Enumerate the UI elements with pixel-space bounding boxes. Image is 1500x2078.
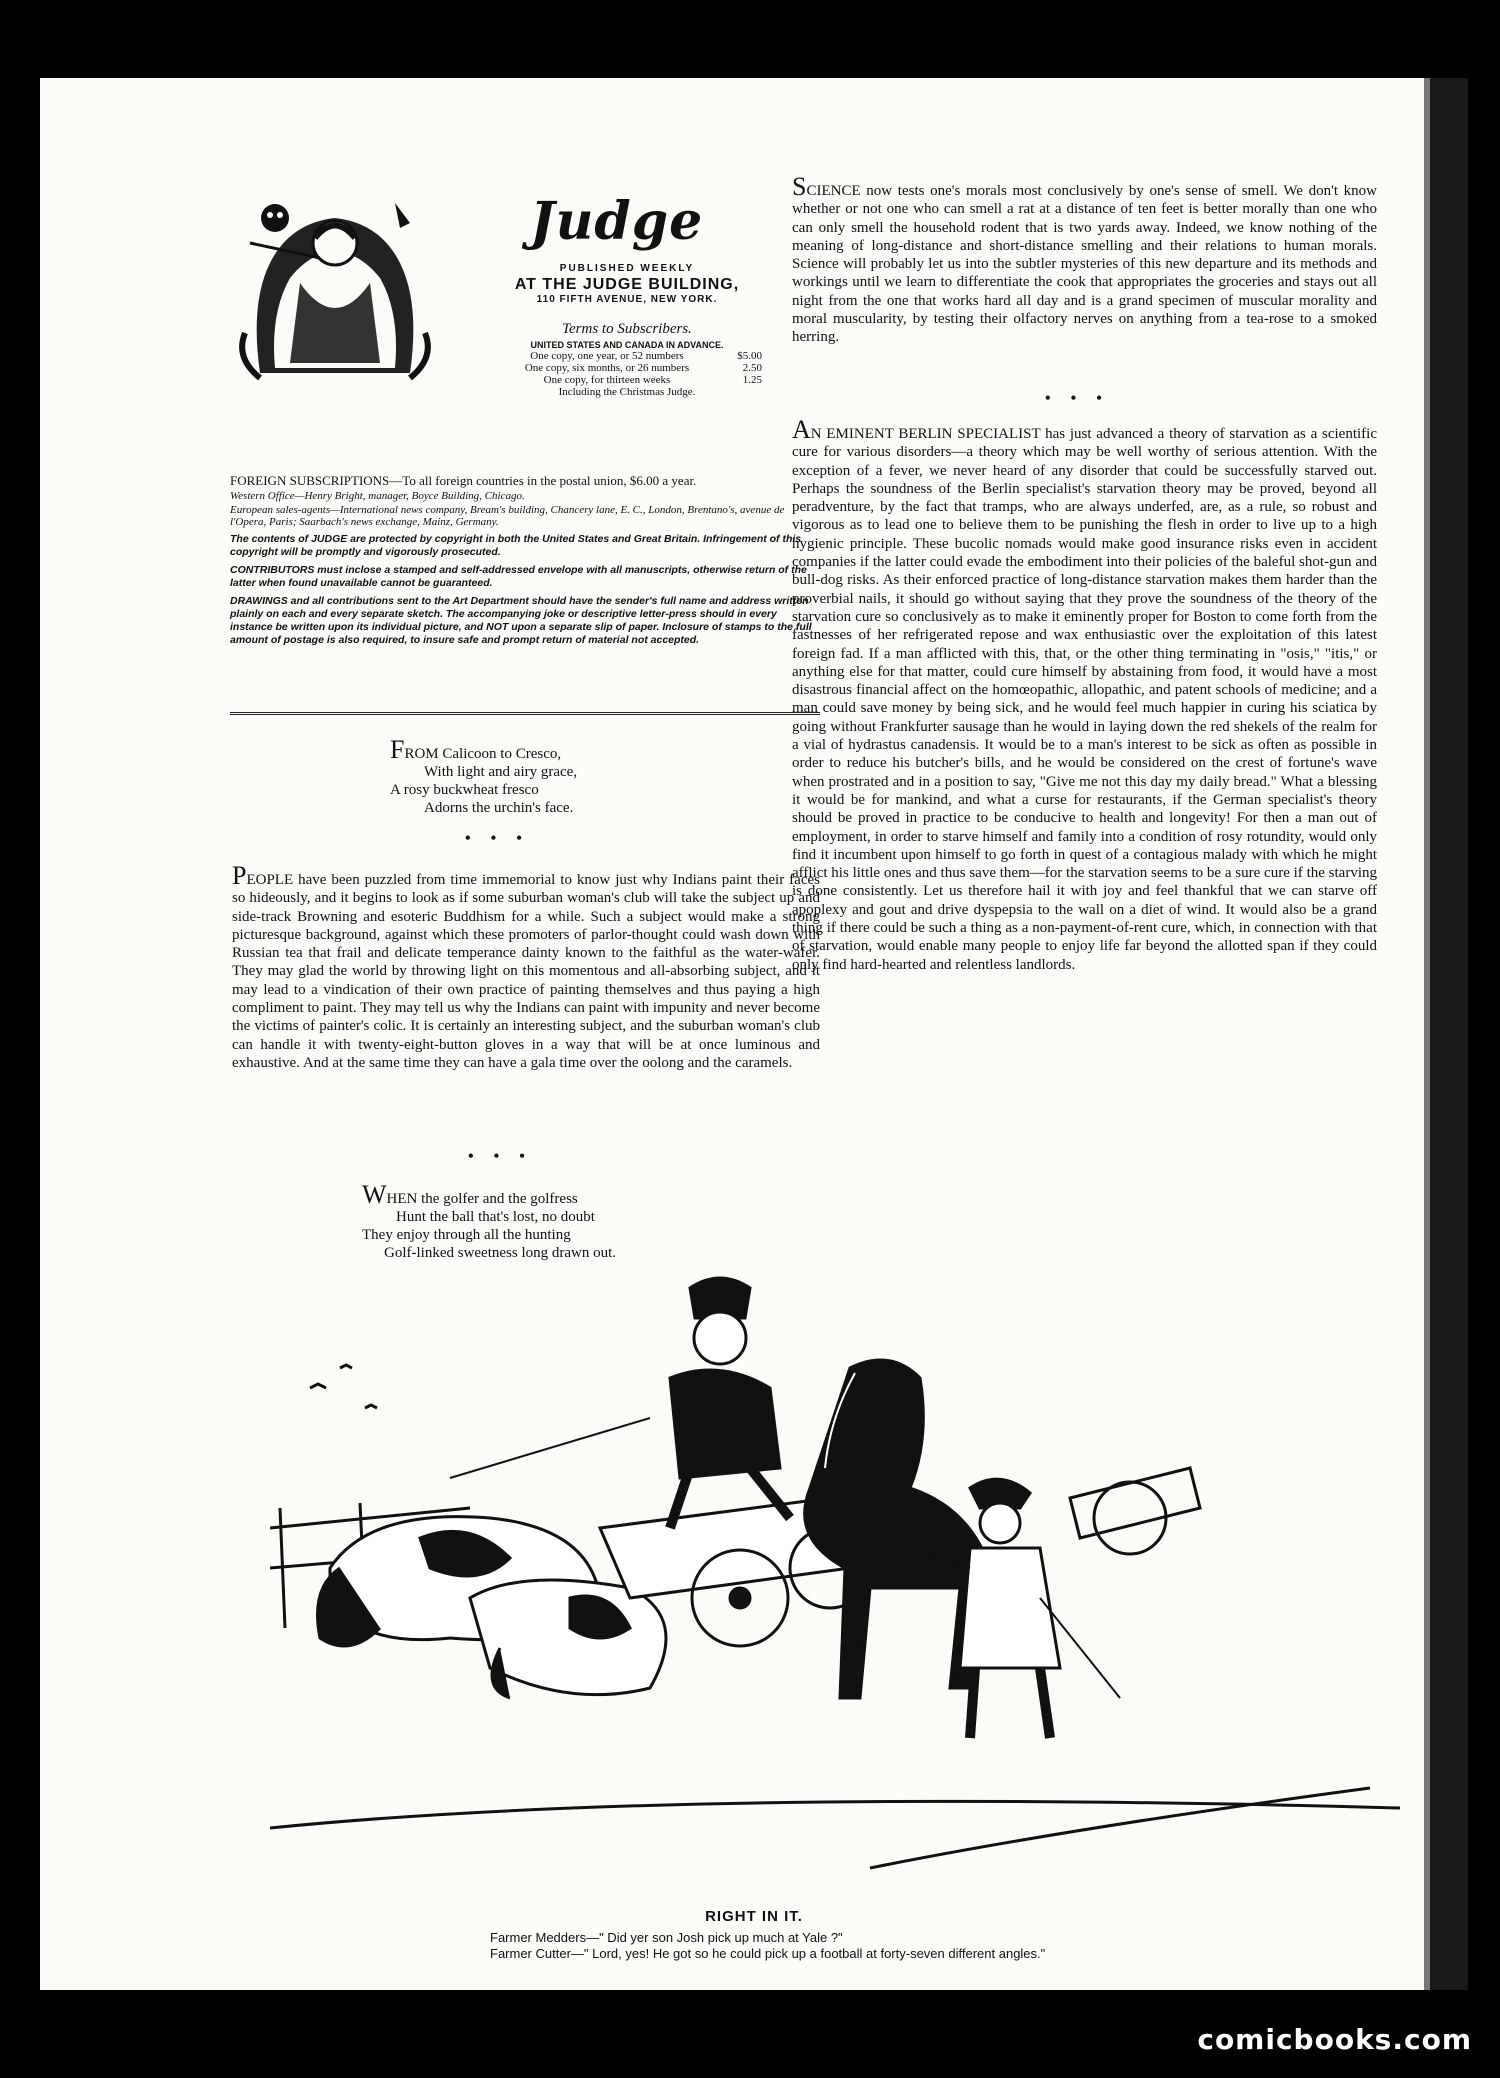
magazine-page [40, 78, 1468, 1990]
rates-table [492, 350, 762, 386]
cartoon-title: RIGHT IN IT. [705, 1908, 803, 1925]
article-indians-paint [232, 861, 820, 1072]
drop-cap: W [362, 1180, 387, 1209]
judge-building: AT THE JUDGE BUILDING, [514, 276, 740, 293]
published-weekly: PUBLISHED WEEKLY [559, 263, 695, 274]
rate-row [492, 350, 762, 362]
poem-line: A rosy buckwheat fresco [390, 782, 539, 798]
poem-line: Hunt the ball that's lost, no doubt [396, 1209, 595, 1225]
rate-label: One copy, for thirteen weeks [543, 374, 671, 386]
poem-line: With light and airy grace, [424, 764, 578, 780]
poem-line: FROM Calicoon to Cresco, [390, 735, 562, 764]
article-text: EOPLE have been puzzled from time immemorial to know just why Indians paint their faces so hideously, and it begins to look as if some suburban woman's club will take the subject up and side-track Browning and esoteric Buddhism for a while. Such a subject would make a strong picturesque background, against which these promoters of parlor-thought could wash down with Russian tea that frail and delicate temperance dainty known to the faithful as the water-wafer. They may glad the world by throwing light on this momentous and all-absorbing subject, and it may lead to a vindication of their own practice of painting themselves and thus paying a high compliment to paint. They may tell us why the Indians can paint with impunity and never become the victims of painter's colic. It is certainly an interesting subject, and the suburban woman's club can handle it with twenty-eight-button gloves in a way that will be at once luminous and exhaustive. And at the same time they can have a gala time over the oolong and the caramels. [232, 872, 820, 1071]
rate-price: 2.50 [742, 362, 762, 374]
drawings-notice: DRAWINGS and all contributions sent to the Art Department should have the sender's full name and address written plainly on each and every separate sketch. The accompanying joke or descriptive letter-press should in every instance be written upon its individual picture, and NOT upon a separate slip of paper. Inclosure of stamps to the full amount of postage is also required, to insure safe and prompt return of material not accepted. [230, 595, 812, 646]
poem-calicoon [390, 735, 578, 817]
european-agents: European sales-agents—International news company, Bream's building, Chancery lane, E. C., London, Brentano's, avenue de l'Opera, Paris; Saarbach's news exchange, Mainz, Germany. [230, 504, 785, 528]
caption-line: Farmer Cutter—" Lord, yes! He got so he could pick up a football at forty-seven different angles." [490, 1946, 1046, 1961]
section-separator: • • • [1045, 390, 1110, 407]
rate-label: One copy, one year, or 52 numbers [530, 350, 684, 362]
address: 110 FIFTH AVENUE, NEW YORK. [536, 294, 718, 305]
contributors-notice: CONTRIBUTORS must inclose a stamped and self-addressed envelope with all manuscripts, otherwise return of the latter when found unavailable cannot be guaranteed. [230, 564, 807, 589]
poem-line: WHEN the golfer and the golfress [362, 1180, 578, 1209]
cartoon-illustration-farm-wagon [270, 1268, 1400, 1888]
caption-line: Farmer Medders—" Did yer son Josh pick up much at Yale ?" [490, 1930, 843, 1945]
article-berlin-specialist [792, 415, 1377, 974]
rate-row [492, 374, 762, 386]
copyright-notice: The contents of JUDGE are protected by copyright in both the United States and Great Britain. Infringement of this copyright will be promptly and vigorously prosecuted. [230, 533, 802, 558]
drop-cap: F [390, 735, 405, 764]
drop-cap: P [232, 861, 247, 890]
poem-line: Golf-linked sweetness long drawn out. [384, 1245, 617, 1261]
binding-spine [1430, 78, 1468, 1990]
cartoon-caption [40, 1908, 1468, 1961]
subscription-notice [230, 473, 820, 649]
masthead-divider [230, 712, 820, 717]
article-text: CIENCE now tests one's morals most conclusively by one's sense of smell. We don't know whether or not one who can smell a rat at a distance of ten feet is better morally than one who can only smell the household rodent that is two yards away. Indeed, we know nothing of the meaning of long-distance and short-distance smelling and their relations to human morals. Science will probably let us into the subtler mysteries of this new departure and its methods and workings until we learn to differentiate the cook that appropriates the groceries and stays out all night from the one that works hard all day and is a grand specimen of muscular morality and moral muscularity, by testing their olfactory nerves on anything from a tea-rose to a smoked herring. [792, 183, 1377, 346]
western-office: Western Office—Henry Bright, manager, Boyce Building, Chicago. [230, 490, 525, 502]
section-separator: • • • [465, 830, 530, 847]
watermark: comicbooks.com [1197, 2023, 1472, 2056]
drop-cap: A [792, 415, 811, 444]
poem-line: Adorns the urchin's face. [424, 800, 574, 816]
foreign-subscriptions: FOREIGN SUBSCRIPTIONS—To all foreign countries in the postal union, $6.00 a year. [230, 473, 697, 488]
rate-label: One copy, six months, or 26 numbers [524, 362, 690, 374]
drop-cap: S [792, 172, 807, 201]
section-separator: • • • [468, 1148, 533, 1165]
subscription-terms [492, 321, 762, 398]
poem-golfer [362, 1180, 617, 1262]
rate-price: $5.00 [737, 350, 762, 362]
poem-line: They enjoy through all the hunting [362, 1227, 571, 1243]
masthead [230, 183, 810, 473]
christmas-note: Including the Christmas Judge. [558, 386, 696, 398]
publisher-info [492, 263, 762, 305]
judge-logo: Judge [530, 191, 704, 252]
rate-row [492, 362, 762, 374]
terms-region: UNITED STATES AND CANADA IN ADVANCE. [530, 340, 724, 350]
article-text: N EMINENT BERLIN SPECIALIST has just advanced a theory of starvation as a scientific cure for various disorders—a theory which may be well worthy of serious attention. With the exception of a fever, we never heard of any disorder that could be successfully starved out. Perhaps the soundness of the Berlin specialist's starvation theory may be proved, beyond all peradventure, by the fact that tramps, who are always underfed, are, as a rule, so robust and vigorous as to lead one to believe them to be punishing the flesh in order to live up to a high hygienic principle. These bucolic nomads would make good insurance risks even in accident companies if the latter could evade the embodiment into their policies of the baleful shot-gun and bull-dog risks. As their enforced practice of long-distance starvation makes them harder than the proverbial nails, it should go without saying that they prove the soundness of the theory of the starvation cure so conclusively as to make it eminently proper for Boston to come forth from the fastnesses of her refrigerated repose and wax enthusiastic over the exploitation of this latest foreign fad. If a man afflicted with this, that, or the other thing terminating in "osis," "itis," or anything else for that matter, could cure himself by abstaining from food, it would have a most disastrous financial affect on the homœopathic, allopathic, and patent schools of medicine; and a man could save money by being sick, and he would feel much happier in curing his sciatica by going without Frankfurter sausage than he would in laying down the red shekels of the realm for a vial of hydrastus canadensis. It would be to a man's interest to be sick as often as possible in order to reduce his butcher's bills, and he would be considered on the crest of fortune's wave when prostrated and in a position to say, "Give me not this day my daily bread." What a blessing it would be for mankind, and what a curse for restaurants, if the German specialist's theory should be proved in practice to be conducive to health and longevity! For then a man out of employment, in order to starve himself and family into a condition of rosy rotundity, would only find it incumbent upon himself to go forth in quest of a contagious malady with which he might afflict his little ones and thus save them—for the starvation seems to be a sure cure if the starving is done consistently. Let us therefore hail it with joy and feel thankful that we can starve off apoplexy and gout and drive dyspepsia to the wall on a diet of wind. It would also be a grand thing if there could be such a thing as a non-payment-of-rent cure, which, in connection with that of starvation, would enable many people to enjoy life far beyond the allotted span if they could only find hard-hearted and relentless landlords. [792, 426, 1377, 973]
article-science-smell [792, 172, 1377, 347]
rate-price: 1.25 [742, 374, 762, 386]
terms-title: Terms to Subscribers. [562, 321, 692, 337]
masthead-judge-figure-illustration [230, 183, 440, 383]
